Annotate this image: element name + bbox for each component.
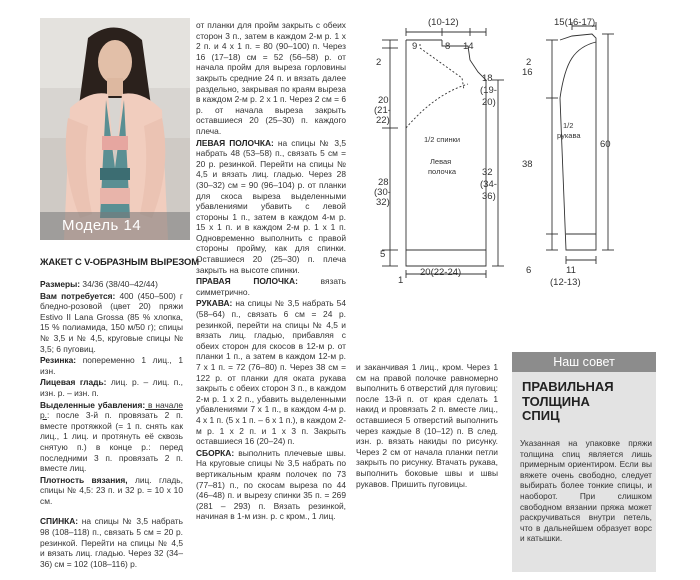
tip-title-line-1: ПРАВИЛЬНАЯ <box>522 379 614 394</box>
sleeve-bottom-width: 11 <box>566 265 576 276</box>
sleeve-left-dim-3: 38 <box>522 159 533 170</box>
front-left-dim-1: 2 <box>376 57 382 68</box>
model-label: Модель 14 <box>40 212 190 240</box>
front-bottom-width: 20(22-24) <box>420 267 462 278</box>
half-sleeve-label-1: 1/2 <box>563 121 574 130</box>
sleeve-left-dim-2: 16 <box>522 67 533 78</box>
back-continued: от планки для пройм закрыть с обеих сторон 3 п., затем в каждом 2-м р. 1 х 2 п. и 4 х 1 п. = 80 (90–100) п. Через 16 (17–18) см = 52 (56–58) р. от начала пройм для выреза горловины закрыть средние 24 п. и вязать далее раздельно, закрывая по краям выреза в каждом 2-м р. 2 х 1 п. Через 2 см = 6 р. от начала выреза закрыть оставшиеся 20 (25–30) п. каждого плеча. <box>196 20 346 136</box>
column-3 <box>356 362 498 490</box>
front-top-num-1: 9 <box>412 41 418 52</box>
right-front-label: ПРАВАЯ ПОЛОЧКА: <box>196 276 298 287</box>
decrease-ref: в начале р. <box>40 399 183 421</box>
front-right-dim-6: 36) <box>482 191 496 202</box>
tip-title <box>522 380 614 424</box>
front-right-dim-5: (34- <box>480 179 497 190</box>
front-right-dim-3: 20) <box>482 97 496 108</box>
front-right-dim-1: 18 <box>482 73 493 84</box>
front-left-dim-2: 20 <box>378 95 389 106</box>
front-right-dim-4: 32 <box>482 167 493 178</box>
yarn-value: 400 (450–500) г бледно-розовой (цвет 20) пряжи Estivo II Lana Grossa (85 % хлопка, 15 % полиамида, 150 м/50 г); спицы № 3,5 и № 4,5, круговые спицы № 3,5; 6 пуговиц. <box>40 290 183 354</box>
front-left-dim-6: (30- <box>374 187 391 198</box>
front-left-dim-5: 28 <box>378 177 389 188</box>
rib-label: Резинка: <box>40 355 77 366</box>
sleeve-left-dim-1: 2 <box>526 57 532 68</box>
front-top-num-3: 14 <box>463 41 474 52</box>
sleeve-left-dim-4: 6 <box>526 265 532 276</box>
assembly-label: СБОРКА: <box>196 447 235 458</box>
front-left-dim-4: 22) <box>376 115 390 126</box>
tip-title-line-2: ТОЛЩИНА <box>522 393 590 409</box>
left-front-label: ЛЕВАЯ ПОЛОЧКА: <box>196 137 274 148</box>
half-back-label: 1/2 спинки <box>424 135 461 144</box>
front-left-dim-3: (21- <box>374 105 391 116</box>
sleeve-top-width: 15(16-17) <box>554 17 596 28</box>
assembly-value: выполнить плечевые швы. На круговые спицы № 3,5 набрать по вертикальным краям полочек по 73 (77–81) п., по скосам выреза по 44 (46–48) п. и вырезу спинки 35 п. = 269 (281 – 293) п. Вязать резинкой, начиная в 1-м изн. р. с кром., 1 лиц. <box>196 447 346 522</box>
front-right-dim-2: (19- <box>480 85 497 96</box>
front-top-width: (10-12) <box>428 17 459 28</box>
left-front-label-1: Левая <box>430 157 452 166</box>
sizes-label: Размеры: <box>40 279 81 289</box>
half-sleeve-label-2: рукава <box>557 131 581 140</box>
gauge-label: Плотность вязания, <box>40 474 128 485</box>
column-1 <box>40 279 183 570</box>
decrease-value: : после 3-й п. провязать 2 п. вместе протяжкой (= 1 п. снять как лиц., 1 лиц. и протянуть её сквозь снятую п.) в конце р.: перед последними 3 п. провязать 2 п. вместе лиц. <box>40 410 183 474</box>
front-top-num-2: 8 <box>445 41 451 52</box>
front-left-dim-7: 32) <box>376 197 390 208</box>
column-2 <box>196 20 346 523</box>
front-left-dim-9: 1 <box>398 275 404 286</box>
decrease-label: Выделенные убавления: <box>40 399 146 410</box>
sleeve-right-dim: 60 <box>600 139 611 150</box>
model-photo <box>40 18 190 240</box>
tip-header: Наш совет <box>512 352 656 372</box>
stockinette-label: Лицевая гладь: <box>40 377 107 388</box>
sleeves-value: на спицы № 3,5 набрать 54 (58–64) п., связать 6 см = 24 р. резинкой, перейти на спицы № 4,5 и вязать лиц. гладью, прибавляя с обеих сторон для скосов в 12-м р. от планки 1 п., а затем в каждом 12-м р. 7 х 1 п. = 72 (76–80) п. Через 38 см = 122 р. от планки для оката рукава закрыть с обеих сторон 3 п., в каждом 2-м р. 1 х 2 п., убавить выделенными убавлениями 7 х 1 п., в каждом 4-м р. 4 х 1 п. (5 х 1 п. – 6 х 1 п.), в каждом 2-м р. 1 х 2 п. и 1 х 3 п. Закрыть оставшиеся 16 (20–24) п. <box>196 298 346 447</box>
left-front-label-2: полочка <box>428 167 457 176</box>
stockinette-value: лиц. р. – лиц. п., изн. р. – изн. п. <box>40 377 183 398</box>
front-left-dim-8: 5 <box>380 249 386 260</box>
sleeves-label: РУКАВА: <box>196 298 233 309</box>
back-label: СПИНКА: <box>40 516 79 527</box>
back-value: на спицы № 3,5 набрать 98 (108–118) п., связать 5 см = 20 р. резинкой. Перейти на спицы № 4,5 и вязать лиц. гладью. Через 32 (34–36) см = 102 (108–116) р. <box>40 516 183 569</box>
left-front-value: на спицы № 3,5 набрать 48 (53–58) п., связать 5 см = 20 р. резинкой. Перейти на спицы № 4,5 и вязать лиц. гладью. Через 28 (30–32) см = 90 (96–104) р. от планки для скоса выреза выделенными убавлениями убавить с левой стороны 1 п., затем в каждом 4-м р. 15 х 1 п. и в каждом 2-м р. 1 х 1 п. Одновременно выполнить с правой стороны пройму, как для спинки. Оставшиеся 20 (25–30) п. плеча закрыть на высоте спинки. <box>196 137 346 275</box>
tip-text: Указанная на упаковке пряжи толщина спиц является лишь примерным ориентиром. Если вы вяжете очень свободно, следует выбирать более тонкие спицы, и наоборот. При слишком свободном вязании пряжа может раскручиваться внутри петель, что в дальнейшем образует ворс и катышки. <box>520 438 652 544</box>
sleeve-bottom-width-sizes: (12-13) <box>550 277 581 288</box>
right-front-value: вязать симметрично. <box>196 276 346 297</box>
yarn-label: Вам потребуется: <box>40 290 116 301</box>
page-title: ЖАКЕТ С V-ОБРАЗНЫМ ВЫРЕЗОМ <box>40 256 199 267</box>
tip-title-line-3: СПИЦ <box>522 408 560 424</box>
rib-value: попеременно 1 лиц., 1 изн. <box>40 355 183 376</box>
sizes-value: 34/36 (38/40–42/44) <box>80 279 158 289</box>
assembly-continued: и заканчивая 1 лиц., кром. Через 1 см на правой полочке равномерно выполнить 6 отверстий для пуговиц: после 13-й п. от края сделать 1 накид и провязать 2 п. вместе лиц., оставшиеся 5 отверстий выполнить через каждые 8 (10–12) п. В след. изн. р. вязать накиды по рисунку. Через 2 см от начала планки петли закрыть по рисунку. Втачать рукава, выполнить боковые швы и швы рукавов. Пришить пуговицы. <box>356 362 499 489</box>
pattern-schematic <box>360 18 678 300</box>
gauge-value: лиц. гладь, спицы № 4,5: 23 п. и 32 р. = 10 х 10 см. <box>40 474 184 506</box>
